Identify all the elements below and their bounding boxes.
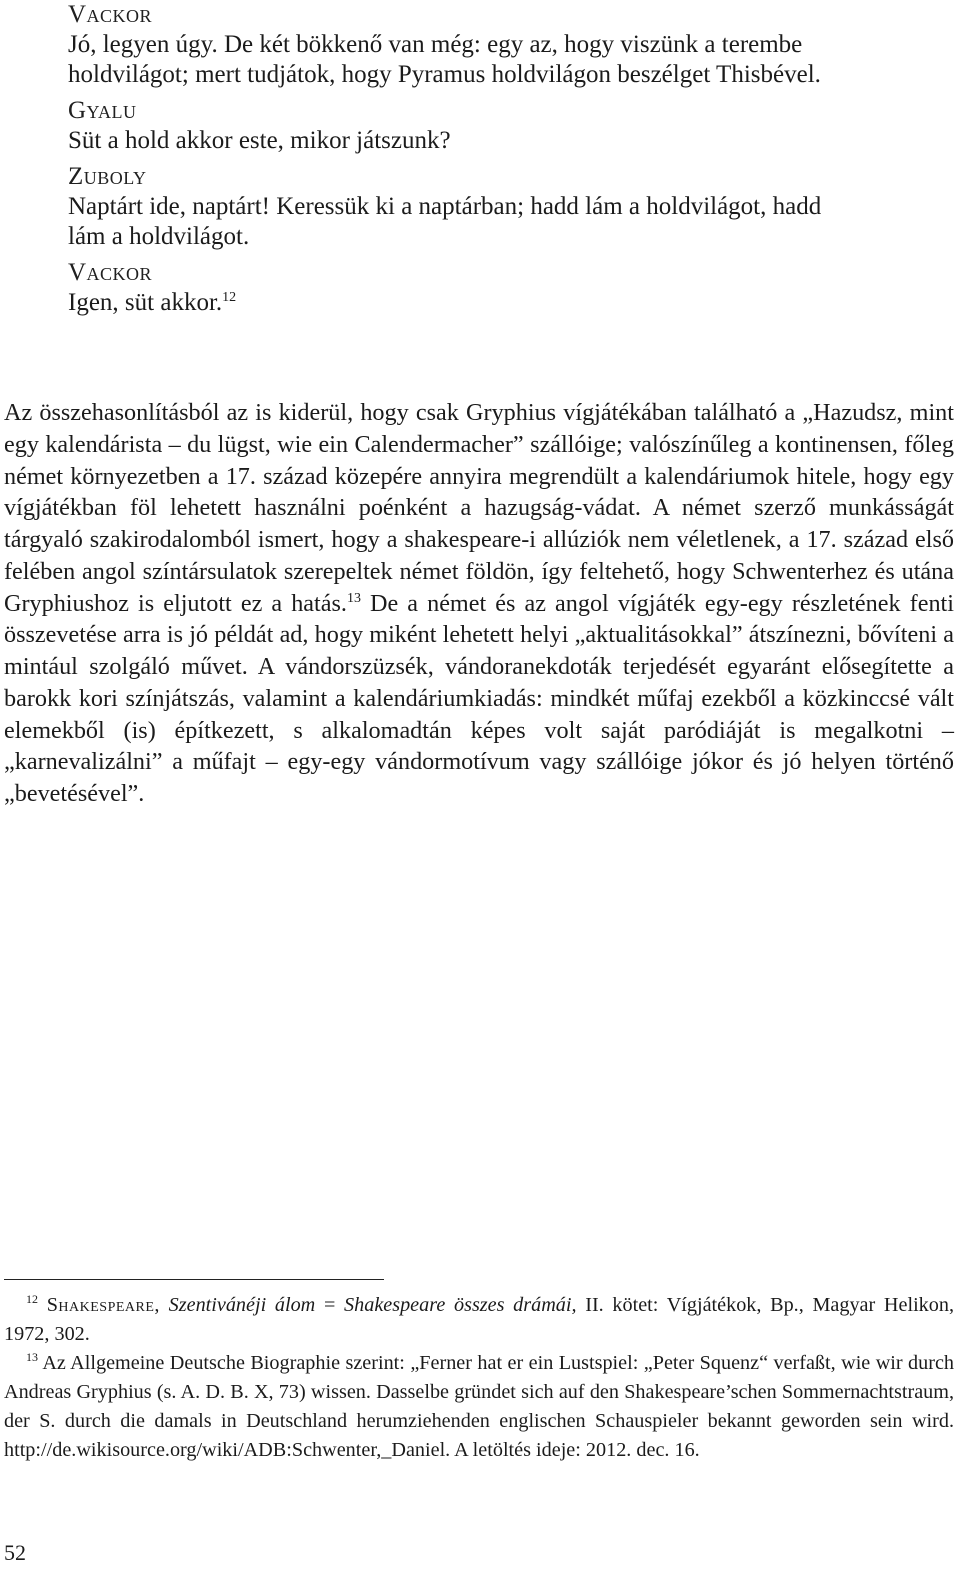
footnote-rest: II. kötet: Vígjátékok, Bp., Magyar Helikon, 1972, 302. <box>4 1294 955 1345</box>
dialogue-turn <box>68 0 908 90</box>
footnotes <box>4 1291 954 1465</box>
speaker-name: Vackor <box>68 259 153 286</box>
speech-line: Naptárt ide, naptárt! Keressük ki a naptárban; hadd lám a holdvilágot, hadd <box>68 193 822 220</box>
paragraph-text: De a német és az angol vígjáték egy-egy részletének fenti összevetése arra is jó példát ad, hogy miként lehetett helyi „aktualitásokkal” átszínezni, bővíteni a mintául szolgáló művet. A vándorszüzsék, vándoranekdoták terjedését egyaránt elősegítette a barokk kori színjátszás, valamint a kalendáriumkiadás: mindkét műfaj ezekből a közkinccsé vált elemekből (is) építkezett, s alkalomadtán képes volt saját paródiáját is megalkotni – „karnevalizálni” a műfajt – egy-egy vándormotívum vagy szállóige jókor és jó helyen történő „bevetésével”. <box>4 589 954 808</box>
footnote-separator <box>4 1279 384 1280</box>
footnote-number: 13 <box>26 1350 38 1364</box>
speech-line: holdvilágot; mert tudjátok, hogy Pyramus holdvilágon beszélget Thisbével. <box>68 61 821 88</box>
dialogue-turn <box>68 258 908 318</box>
speaker-name: Vackor <box>68 1 153 28</box>
footnote-work: Shakespeare összes drámái, <box>344 1294 577 1316</box>
body-paragraph <box>4 397 954 810</box>
footnote-ref-13[interactable]: 13 <box>346 590 361 606</box>
footnote-title: Szentivánéji álom <box>168 1294 316 1316</box>
speech-line: lám a holdvilágot. <box>68 223 250 250</box>
footnote-13 <box>4 1349 954 1465</box>
footnote-author: Shakespeare, <box>46 1294 160 1316</box>
speech-text: Igen, süt akkor. <box>68 289 223 316</box>
page-number: 52 <box>4 1540 26 1565</box>
footnote-number: 12 <box>26 1292 38 1306</box>
paragraph-text: Az összehasonlításból az is kiderül, hogy csak Gryphius vígjátékában található a „Hazudsz, mint egy kalendárista – du lügst, wie ein Calendermacher” szállóige; valószínűleg a kontinensen, főleg német környezetben a 17. század közepére annyira megrendült a kalendáriumok hitele, hogy egy vígjátékban föl lehetett használni poénként a hazugság-vádat. A német szerző munkásságát tárgyaló szakirodalomból ismert, hogy a shakespeare-i allúziók nem véletlenek, a 17. század első felében angol színtársulatok szerepeltek német földön, így feltehető, hogy Schwenterhez és utána Gryphiushoz is eljutott ez a hatás. <box>4 399 954 617</box>
footnote-eq: = <box>315 1294 345 1316</box>
dialogue-turn <box>68 162 908 252</box>
speech-line <box>68 288 908 318</box>
footnote-12 <box>4 1291 954 1349</box>
speaker-name: Zuboly <box>68 163 147 190</box>
dialogue-turn <box>68 96 908 156</box>
footnote-ref-12[interactable]: 12 <box>222 290 237 305</box>
dialogue-excerpt <box>68 0 908 324</box>
speech-line: Jó, legyen úgy. De két bökkenő van még: egy az, hogy viszünk a terembe <box>68 31 803 58</box>
speech-line: Süt a hold akkor este, mikor játszunk? <box>68 127 451 154</box>
speaker-name: Gyalu <box>68 97 137 124</box>
footnote-text: Az Allgemeine Deutsche Biographie szerint: „Ferner hat er ein Lustspiel: „Peter Squenz“ verfaßt, wie wir durch Andreas Gryphius (s. A. D. B. X, 73) wissen. Dasselbe gründet sich auf den Shakespeare’schen Sommernachtstraum, der S. durch die damals in Deutschland herumziehenden englischen Schauspieler bekannt geworden sein wird. http://de.wikisource.org/wiki/ADB:Schwenter,_Daniel. A letöltés ideje: 2012. dec. 16. <box>4 1352 955 1461</box>
